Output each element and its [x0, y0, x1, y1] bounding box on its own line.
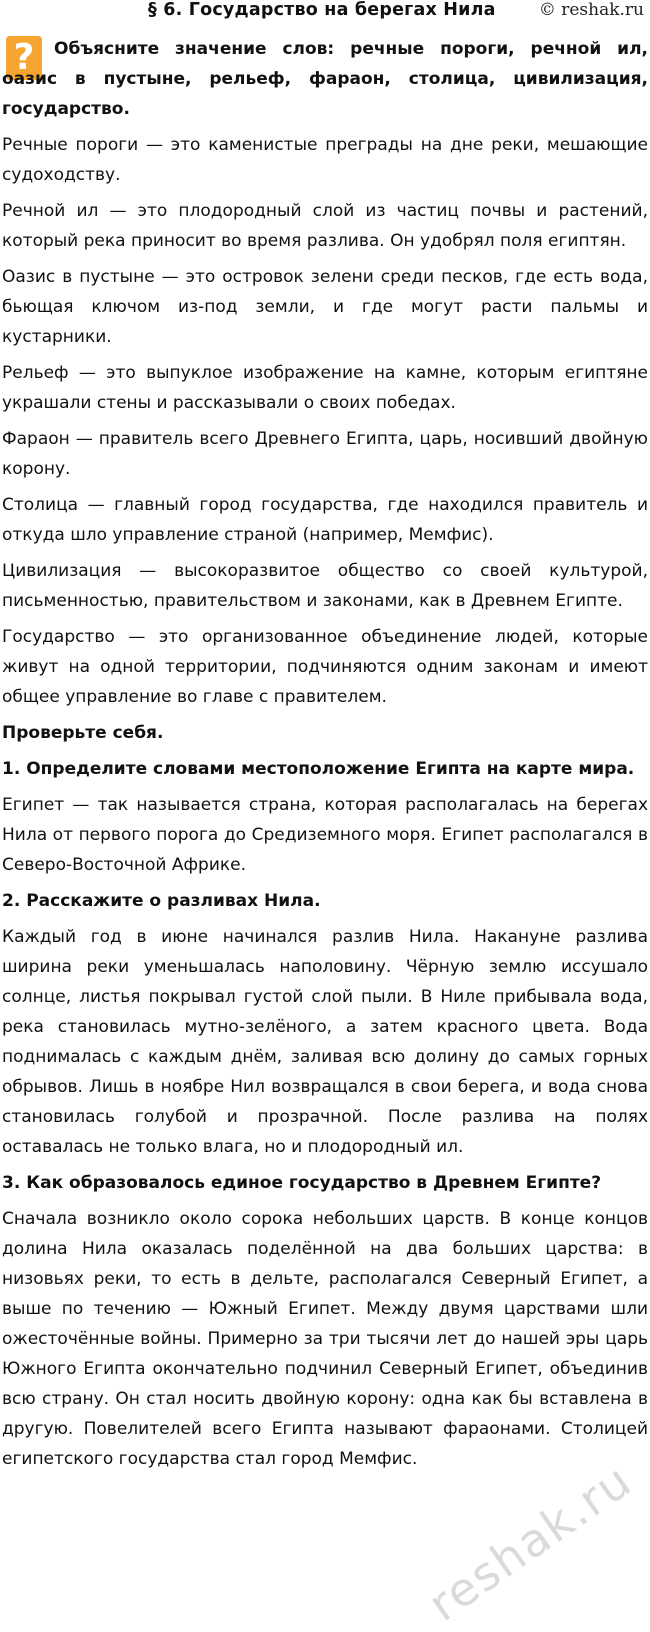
watermark: reshak.ru — [418, 1452, 642, 1632]
definition: Цивилизация — высокоразвитое общество со своей культурой, письменностью, правительством и законами, как в Древнем Египте. — [2, 561, 648, 611]
definition: Рельеф — это выпуклое изображение на камне, которым египтяне украшали стены и рассказывали о своих победах. — [2, 363, 648, 413]
question-mark-icon: ? — [6, 36, 42, 80]
question-answer: Каждый год в июне начинался разлив Нила. Накануне разлива ширина реки уменьшалась наполовину. Чёрную землю иссушало солнце, листья покрывал густой слой пыли. В Ниле прибывала вода, река становилась мутно-зелёного, а затем красного цвета. Вода поднималась с каждым днём, заливая всю долину до самых горных обрывов. Лишь в ноябре Нил возвращался в свои берега, и вода снова становилась голубой и прозрачной. После разлива на полях оставалась не только влага, но и плодородный ил. — [2, 927, 648, 1157]
definition: Столица — главный город государства, где находился правитель и откуда шло управление страной (например, Мемфис). — [2, 495, 648, 545]
page-title: § 6. Государство на берегах Нила — [148, 0, 496, 20]
definition: Речной ил — это плодородный слой из частиц почвы и растений, который река приносит во время разлива. Он удобрял поля египтян. — [2, 201, 648, 251]
definition: Речные пороги — это каменистые преграды на дне реки, мешающие судоходству. — [2, 135, 648, 185]
question-title: 3. Как образовалось единое государство в Древнем Египте? — [2, 1173, 602, 1193]
definition: Государство — это организованное объединение людей, которые живут на одной территории, подчиняются одним законам и имеют общее управление во главе с правителем. — [2, 627, 648, 707]
question-title: 2. Расскажите о разливах Нила. — [2, 891, 321, 911]
definition: Фараон — правитель всего Древнего Египта, царь, носивший двойную корону. — [2, 429, 648, 479]
question-title: 1. Определите словами местоположение Египта на карте мира. — [2, 759, 635, 779]
definition: Оазис в пустыне — это островок зелени среди песков, где есть вода, бьющая ключом из-под земли, и где могут расти пальмы и кустарники. — [2, 267, 648, 347]
site-credit: © reshak.ru — [538, 0, 644, 20]
task-text: Объясните значение слов: речные пороги, речной ил, оазис в пустыне, рельеф, фараон, столица, цивилизация, государство. — [2, 39, 648, 119]
check-heading: Проверьте себя. — [2, 723, 164, 743]
content — [2, 34, 648, 1480]
question-answer: Сначала возникло около сорока небольших царств. В конце концов долина Нила оказалась поделённой на два больших царства: в низовьях реки, то есть в дельте, располагался Северный Египет, а выше по течению — Южный Египет. Между двумя царствами шли ожесточённые войны. Примерно за три тысячи лет до нашей эры царь Южного Египта окончательно подчинил Северный Египет, объединив всю страну. Он стал носить двойную корону: одна как бы вставлена в другую. Повелителей всего Египта называют фараонами. Столицей египетского государства стал город Мемфис. — [2, 1209, 648, 1469]
header — [0, 0, 650, 28]
question-answer: Египет — так называется страна, которая располагалась на берегах Нила от первого порога до Средиземного моря. Египет располагался в Северо-Восточной Африке. — [2, 795, 648, 875]
